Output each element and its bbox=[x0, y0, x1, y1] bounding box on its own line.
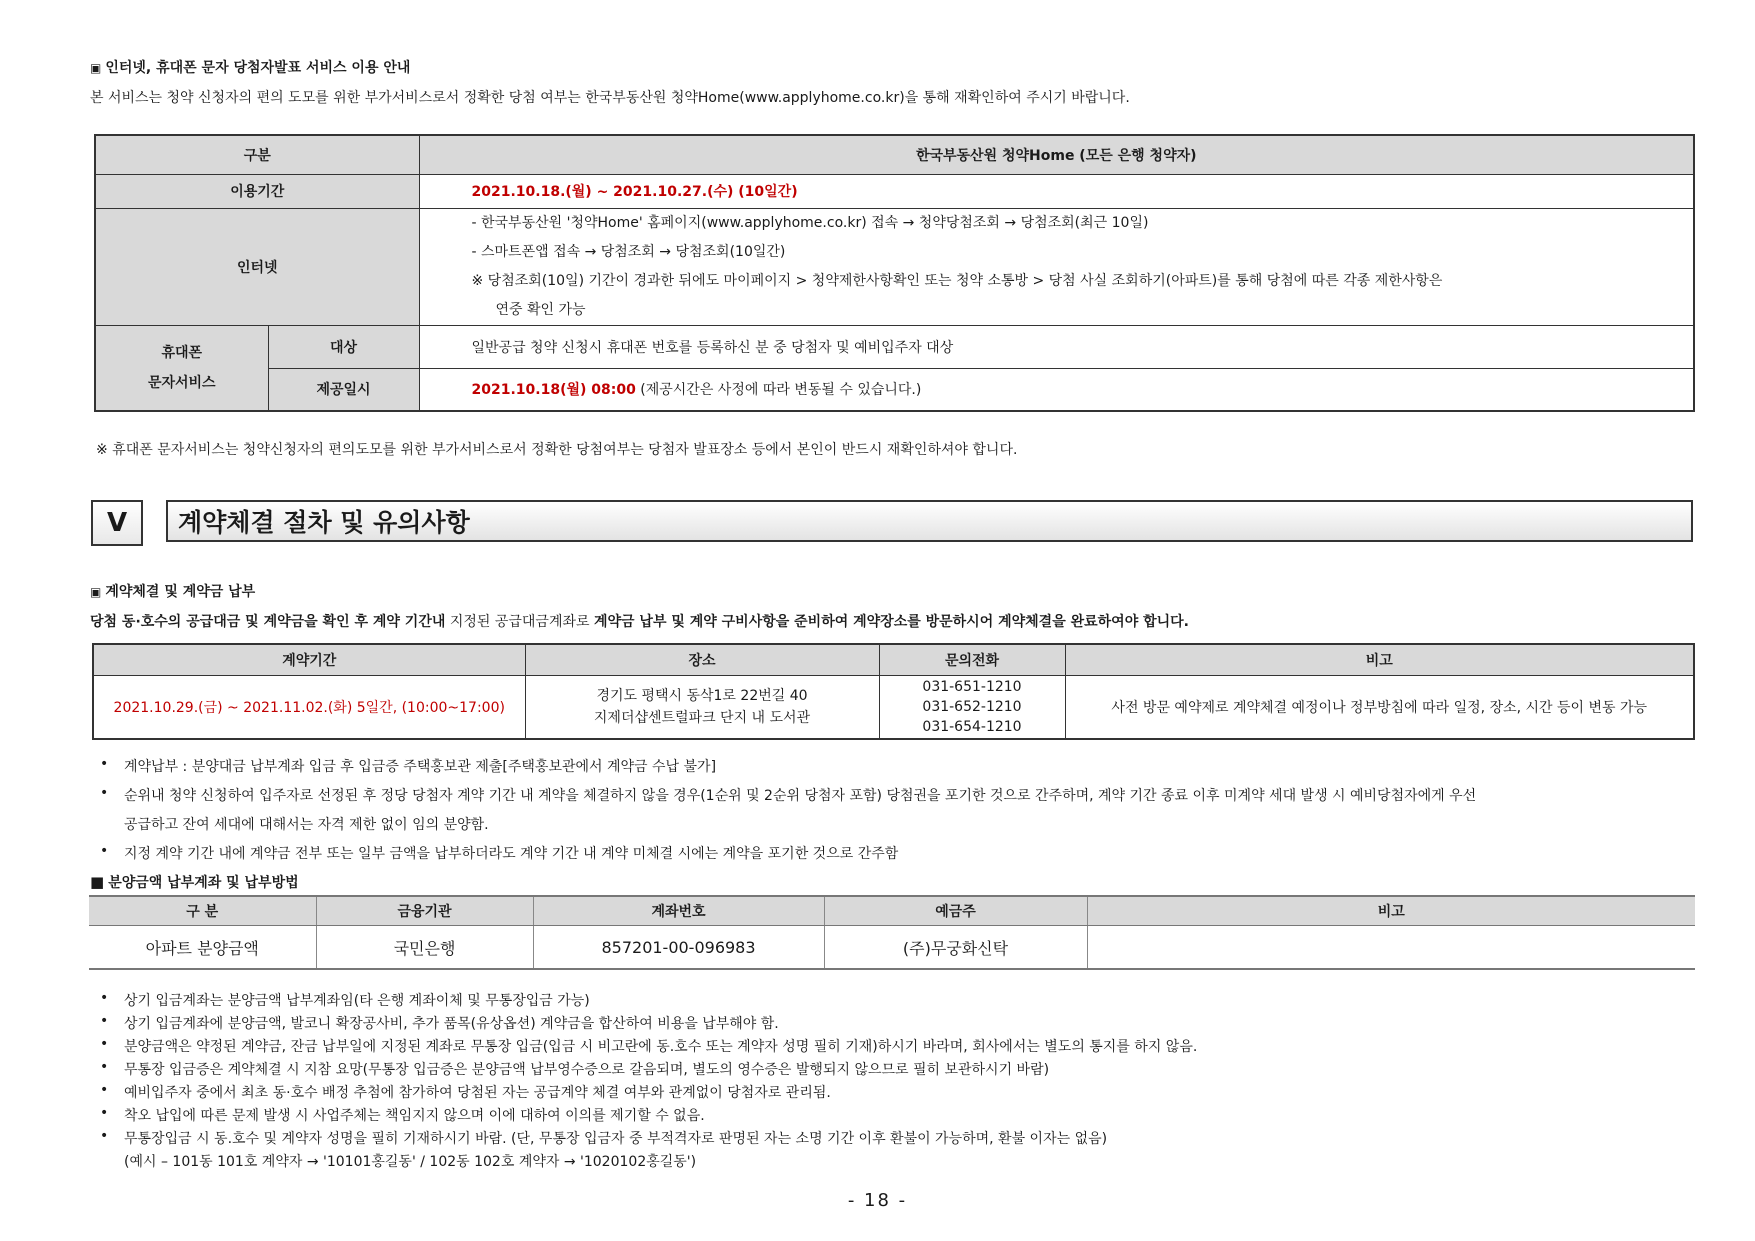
page-number: - 18 - bbox=[847, 1190, 908, 1211]
square-marker-icon: ■ bbox=[90, 873, 105, 891]
payment-account-table bbox=[89, 895, 1695, 970]
header-account: 계좌번호 bbox=[533, 896, 824, 926]
section-title: 계약체결 절차 및 유의사항 bbox=[166, 500, 1693, 542]
internet-line: - 한국부동산원 '청약Home' 홈페이지(www.applyhome.co.kr) 접속 → 청약당첨조회 → 당첨조회(최근 10일) bbox=[471, 214, 1149, 231]
internet-line: ※ 당첨조회(10일) 기간이 경과한 뒤에도 마이페이지 > 청약제한사항확인 또는 청약 소통방 > 당첨 사실 조회하기(아파트)를 통해 당첨에 따른 각종 제한사항은 bbox=[471, 272, 1443, 289]
phone-number: 031-651-1210 bbox=[922, 679, 1022, 695]
header-category: 구분 bbox=[95, 135, 419, 174]
sms-service-label: 휴대폰 문자서비스 bbox=[95, 325, 268, 411]
account-remark bbox=[1087, 926, 1695, 970]
contract-intro: 당첨 동·호수의 공급대금 및 계약금을 확인 후 계약 기간내 지정된 공급대금계좌로 계약금 납부 및 계약 구비사항을 준비하여 계약장소를 방문하시어 계약체결을 완료하여야 합니다. bbox=[90, 614, 1189, 630]
section-heading-notification: ▣ 인터넷, 휴대폰 문자 당첨자발표 서비스 이용 안내 bbox=[90, 60, 411, 76]
header-holder: 예금주 bbox=[824, 896, 1087, 926]
notification-intro: 본 서비스는 청약 신청자의 편의 도모를 위한 부가서비스로서 정확한 당첨 여부는 한국부동산원 청약Home(www.applyhome.co.kr)을 통해 재확인하여 주시기 바랍니다. bbox=[90, 90, 1130, 106]
list-item: • 분양금액은 약정된 계약금, 잔금 납부일에 지정된 계좌로 무통장 입금(입금 시 비고란에 동.호수 또는 계약자 성명 필히 기재)하시기 바라며, 회사에서는 별도의 통지를 하지 않음. bbox=[100, 1036, 1173, 1056]
internet-line: 연중 확인 가능 bbox=[495, 301, 586, 318]
list-item: • 무통장입금 시 동.호수 및 계약자 성명을 필히 기재하시기 바람. (단, 무통장 입금자 중 부적격자로 판명된 자는 소명 기간 이후 환불이 가능하며, 환불 이자는 없음) bbox=[100, 1128, 1083, 1148]
contact-phones bbox=[879, 676, 1065, 740]
list-item: • 무통장 입금증은 계약체결 시 지참 요망(무통장 입금증은 분양금액 납부영수증으로 갈음되며, 별도의 영수증은 발행되지 않으므로 필히 보관하시기 바람) bbox=[100, 1059, 1025, 1079]
notification-service-table bbox=[94, 134, 1695, 412]
contract-period: 2021.10.29.(금) ~ 2021.11.02.(화) 5일간, (10:00~17:00) bbox=[93, 676, 525, 740]
list-item: • 예비입주자 중에서 최초 동·호수 배정 추첨에 참가하여 당첨된 자는 공급계약 체결 여부와 관계없이 당첨자로 관리됨. bbox=[100, 1082, 807, 1102]
header-category: 구 분 bbox=[89, 896, 316, 926]
contract-schedule-table bbox=[92, 643, 1695, 740]
period-label: 이용기간 bbox=[95, 174, 419, 208]
list-item: • 순위내 청약 신청하여 입주자로 선정된 후 정당 당첨자 계약 기간 내 계약을 체결하지 않을 경우(1순위 및 2순위 당첨자 포함) 당첨권을 포기한 것으로 간주하며, 계약 기간 종료 이후 미계약 세대 발생 시 예비당첨자에게 우선 bbox=[100, 785, 1452, 805]
square-marker-icon: ▣ bbox=[90, 585, 102, 599]
account-bank: 국민은행 bbox=[316, 926, 533, 970]
account-number: 857201-00-096983 bbox=[533, 926, 824, 970]
section-number: V bbox=[91, 500, 143, 546]
example-line: (예시 – 101동 101호 계약자 → '10101홍길동' / 102동 102호 계약자 → '1020102홍길동') bbox=[124, 1154, 697, 1170]
internet-label: 인터넷 bbox=[95, 208, 419, 325]
time-label: 제공일시 bbox=[268, 368, 419, 411]
list-item-continuation: 공급하고 잔여 세대에 대해서는 자격 제한 없이 임의 분양함. bbox=[124, 817, 489, 833]
header-bank: 금융기관 bbox=[316, 896, 533, 926]
list-item: • 상기 입금계좌는 분양금액 납부계좌임(타 은행 계좌이체 및 무통장입금 가능) bbox=[100, 990, 566, 1010]
phone-number: 031-654-1210 bbox=[922, 719, 1022, 735]
period-value: 2021.10.18.(월) ~ 2021.10.27.(수) (10일간) bbox=[419, 174, 1694, 208]
header-phone: 문의전화 bbox=[879, 644, 1065, 676]
header-period: 계약기간 bbox=[93, 644, 525, 676]
list-item: • 지정 계약 기간 내에 계약금 전부 또는 일부 금액을 납부하더라도 계약 기간 내 계약 미체결 시에는 계약을 포기한 것으로 간주함 bbox=[100, 843, 874, 863]
time-value: 2021.10.18(월) 08:00 (제공시간은 사정에 따라 변동될 수 있습니다.) bbox=[419, 368, 1694, 411]
header-remark: 비고 bbox=[1087, 896, 1695, 926]
contract-remark: 사전 방문 예약제로 계약체결 예정이나 정부방침에 따라 일정, 장소, 시간 등이 변동 가능 bbox=[1065, 676, 1694, 740]
account-holder: (주)무궁화신탁 bbox=[824, 926, 1087, 970]
header-remark: 비고 bbox=[1065, 644, 1694, 676]
list-item: • 착오 납입에 따른 문제 발생 시 사업주체는 책임지지 않으며 이에 대하여 이의를 제기할 수 없음. bbox=[100, 1105, 681, 1125]
section-heading-contract: ▣ 계약체결 및 계약금 납부 bbox=[90, 584, 256, 600]
internet-line: - 스마트폰앱 접속 → 당첨조회 → 당첨조회(10일간) bbox=[471, 243, 786, 260]
square-marker-icon: ▣ bbox=[90, 61, 102, 75]
section-heading-account: ■ 분양금액 납부계좌 및 납부방법 bbox=[90, 873, 299, 891]
sms-note: ※ 휴대폰 문자서비스는 청약신청자의 편의도모를 위한 부가서비스로서 정확한 당첨여부는 당첨자 발표장소 등에서 본인이 반드시 재확인하셔야 합니다. bbox=[96, 442, 1018, 458]
target-value: 일반공급 청약 신청시 휴대폰 번호를 등록하신 분 중 당첨자 및 예비입주자 대상 bbox=[419, 325, 1694, 368]
target-label: 대상 bbox=[268, 325, 419, 368]
header-applyhome: 한국부동산원 청약Home (모든 은행 청약자) bbox=[419, 135, 1694, 174]
contract-place: 경기도 평택시 동삭1로 22번길 40 지제더샵센트럴파크 단지 내 도서관 bbox=[525, 676, 879, 740]
phone-number: 031-652-1210 bbox=[922, 699, 1022, 715]
account-category: 아파트 분양금액 bbox=[145, 938, 259, 958]
list-item: • 상기 입금계좌에 분양금액, 발코니 확장공사비, 추가 품목(유상옵션) 계약금을 합산하여 비용을 납부해야 함. bbox=[100, 1013, 755, 1033]
list-item: • 계약납부 : 분양대금 납부계좌 입금 후 입금증 주택홍보관 제출[주택홍보관에서 계약금 수납 불가] bbox=[100, 756, 692, 776]
internet-instructions bbox=[419, 208, 1694, 325]
header-place: 장소 bbox=[525, 644, 879, 676]
